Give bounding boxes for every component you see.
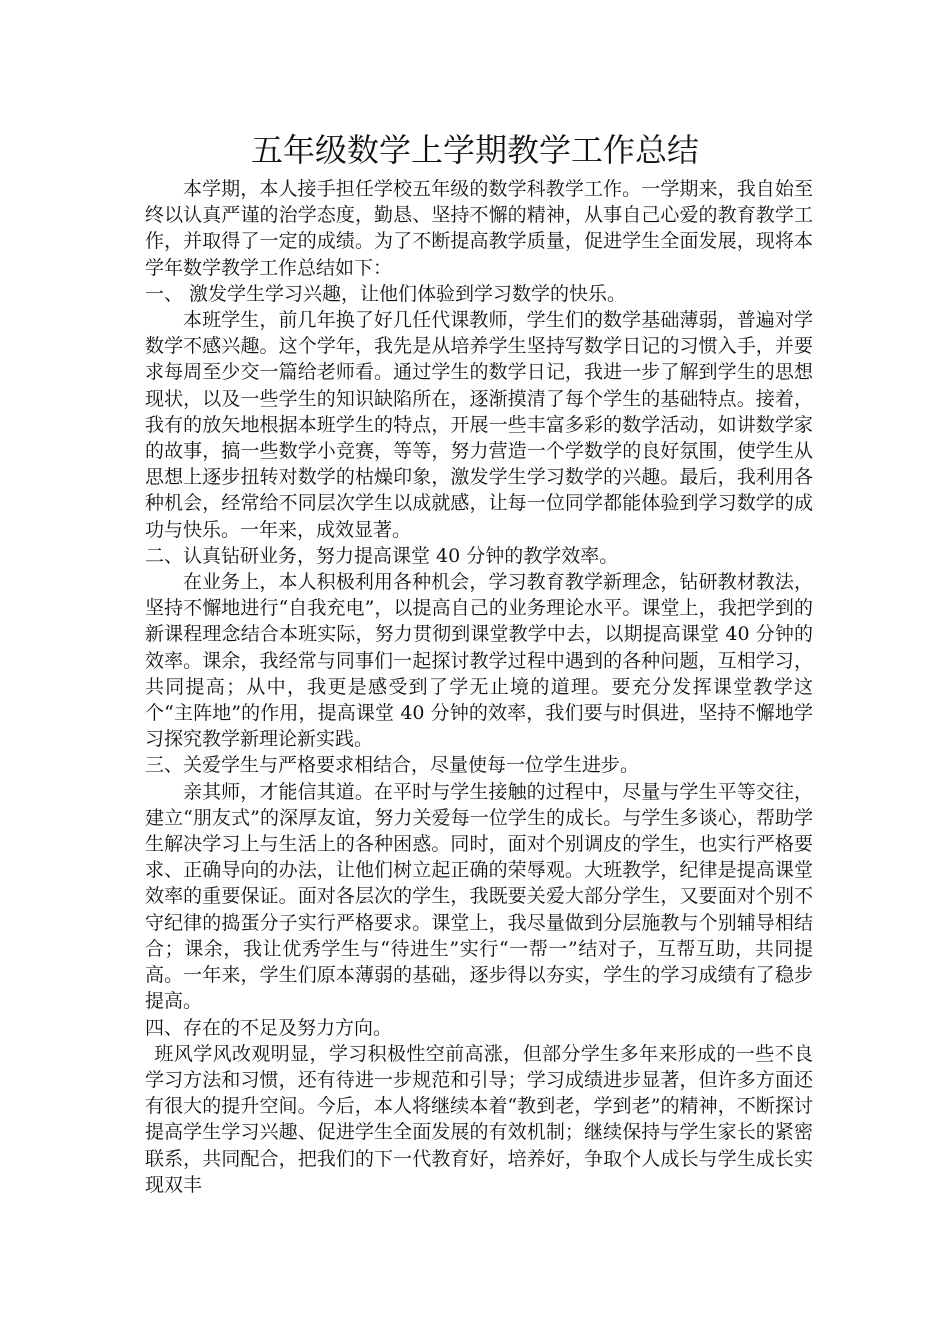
document-title: 五年级数学上学期教学工作总结 <box>250 131 699 169</box>
section-heading-2: 二、认真钻研业务，努力提高课堂 40 分钟的教学效率。 <box>145 544 619 567</box>
section-heading-1: 一、 激发学生学习兴趣，让他们体验到学习数学的快乐。 <box>145 282 627 305</box>
section-heading-4: 四、存在的不足及努力方向。 <box>145 1016 393 1039</box>
section-body-1: 本班学生，前几年换了好几任代课教师，学生们的数学基础薄弱，普遍对学数学不感兴趣。这个学年，我先是从培养学生坚持写数学日记的习惯入手，并要求每周至少交一篇给老师看。通过学生的数学日记，我进一步了解到学生的思想现状，以及一些学生的知识缺陷所在，逐渐摸清了每个学生的基础特点。接着，我有的放矢地根据本班学生的特点，开展一些丰富多彩的数学活动，如讲数学家的故事，搞一些数学小竞赛，等等，努力营造一个学数学的良好氛围，使学生从思想上逐步扭转对数学的枯燥印象，激发学生学习数学的兴趣。最后，我利用各种机会，经常给不同层次学生以成就感，让每一位同学都能体验到学习数学的成功与快乐。一年来，成效显著。 <box>145 309 813 541</box>
section-heading-3: 三、关爱学生与严格要求相结合，尽量使每一位学生进步。 <box>145 754 640 777</box>
section-body-3: 亲其师，才能信其道。在平时与学生接触的过程中，尽量与学生平等交往，建立“朋友式”的深厚友谊，努力关爱每一位学生的成长。与学生多谈心，帮助学生解决学习上与生活上的各种困惑。同时，面对个别调皮的学生，也实行严格要求、正确导向的办法，让他们树立起正确的荣辱观。大班教学，纪律是提高课堂效率的重要保证。面对各层次的学生，我既要关爱大部分学生，又要面对个别不守纪律的捣蛋分子实行严格要求。课堂上，我尽量做到分层施教与个别辅导相结合；课余，我让优秀学生与“待进生”实行“一帮一”结对子，互帮互助，共同提高。一年来，学生们原本薄弱的基础，逐步得以夯实，学生的学习成绩有了稳步提高。 <box>145 780 813 1013</box>
section-body-4: 班风学风改观明显，学习积极性空前高涨，但部分学生多年来形成的一些不良学习方法和习惯，还有待进一步规范和引导；学习成绩进步显著，但许多方面还有很大的提升空间。今后，本人将继续本着“教到老，学到老”的精神，不断探讨提高学生学习兴趣、促进学生全面发展的有效机制；继续保持与学生家长的紧密联系，共同配合，把我们的下一代教育好，培养好，争取个人成长与学生成长实现双丰 <box>145 1042 813 1196</box>
intro-paragraph: 本学期，本人接手担任学校五年级的数学科教学工作。一学期来，我自始至终以认真严谨的治学态度，勤恳、坚持不懈的精神，从事自己心爱的教育教学工作，并取得了一定的成绩。为了不断提高教学质量，促进学生全面发展，现将本学年数学教学工作总结如下： <box>145 178 813 279</box>
document-body <box>145 176 813 1198</box>
section-body-2: 在业务上，本人积极利用各种机会，学习教育教学新理念，钻研教材教法，坚持不懈地进行“自我充电”，以提高自己的业务理论水平。课堂上，我把学到的新课程理念结合本班实际，努力贯彻到课堂教学中去，以期提高课堂 40 分钟的效率。课余，我经常与同事们一起探讨教学过程中遇到的各种问题，互相学习，共同提高；从中，我更是感受到了学无止境的道理。要充分发挥课堂教学这个“主阵地”的作用，提高课堂 40 分钟的效率，我们要与时俱进，坚持不懈地学习探究教学新理论新实践。 <box>145 571 813 751</box>
